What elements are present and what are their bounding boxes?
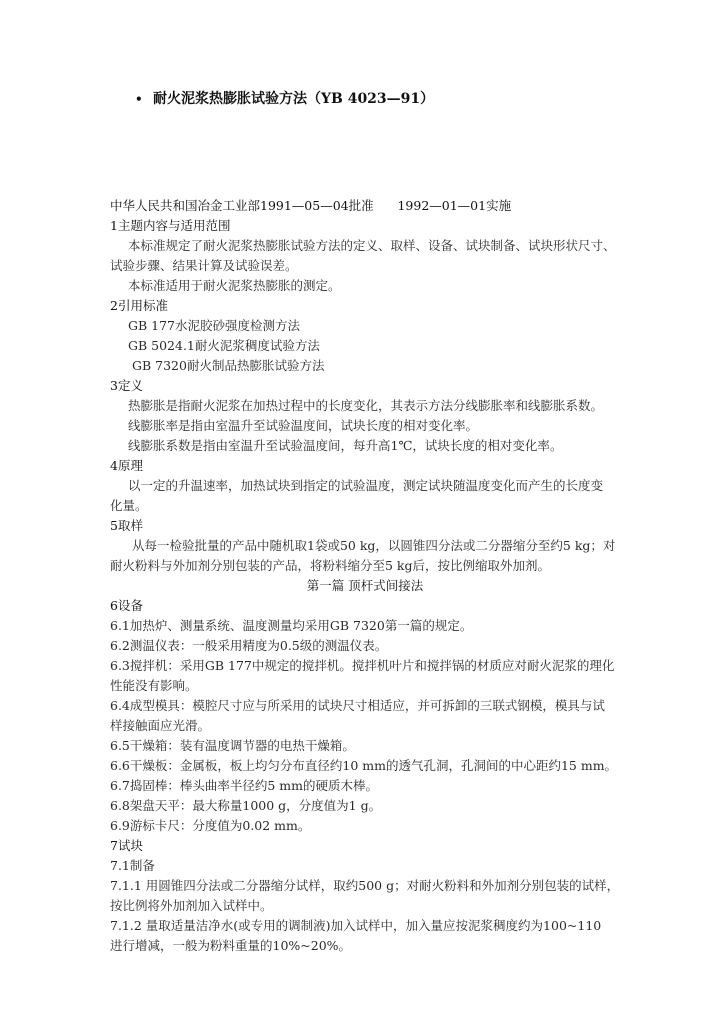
text-line: 线膨胀率是指由室温升至试验温度间，试块长度的相对变化率。 <box>128 418 479 433</box>
text-line: 6.1加热炉、测量系统、温度测量均采用GB 7320第一篇的规定。 <box>110 618 473 633</box>
text-line: 6.7捣固棒：棒头曲率半径约5 mm的硬质木棒。 <box>110 778 379 793</box>
section-heading: 5取样 <box>110 518 143 533</box>
text-line: 7.1.1 用圆锥四分法或二分器缩分试样，取约500 g；对耐火粉料和外加剂分别包装的试样， <box>110 878 620 893</box>
text-line: 6.2测温仪表：一般采用精度为0.5级的测温仪表。 <box>110 638 388 653</box>
text-line: 性能没有影响。 <box>110 678 198 693</box>
title-text: 耐火泥浆热膨胀试验方法（YB 4023—91） <box>153 91 435 107</box>
text-line: 6.4成型模具：模腔尺寸应与所采用的试块尺寸相适应，并可拆卸的三联式钢模，模具与试 <box>110 698 605 713</box>
text-line: GB 177水泥胶砂强度检测方法 <box>128 318 301 333</box>
section-heading: 1主题内容与适用范围 <box>110 218 231 233</box>
text-line: 按比例将外加剂加入试样中。 <box>110 898 273 913</box>
bullet-icon: • <box>135 92 143 106</box>
text-line: 6.5干燥箱：装有温度调节器的电热干燥箱。 <box>110 738 355 753</box>
text-line: 本标准规定了耐火泥浆热膨胀试验方法的定义、取样、设备、试块制备、试块形状尺寸、 <box>128 238 616 253</box>
text-line: 热膨胀是指耐火泥浆在加热过程中的长度变化，其表示方法分线膨胀率和线膨胀系数。 <box>128 398 604 413</box>
text-line: 试验步骤、结果计算及试验误差。 <box>110 258 298 273</box>
part-heading: 第一篇 顶杆式间接法 <box>306 578 424 593</box>
text-line: 样接触面应光滑。 <box>110 718 211 733</box>
section-heading: 2引用标准 <box>110 298 168 313</box>
text-line: 进行增减，一般为粉料重量的10%~20%。 <box>110 938 352 953</box>
text-line: 本标准适用于耐火泥浆热膨胀的测定。 <box>128 278 341 293</box>
text-line: 6.8架盘天平：最大称量1000 g，分度值为1 g。 <box>110 798 382 813</box>
section-heading: 6设备 <box>110 598 143 613</box>
text-line: 耐火粉料与外加剂分别包装的产品，将粉料缩分至5 kg后，按比例缩取外加剂。 <box>110 558 551 573</box>
text-line: 以一定的升温速率，加热试块到指定的试验温度，测定试块随温度变化而产生的长度变 <box>128 478 604 493</box>
section-heading: 中华人民共和国冶金工业部1991—05—04批准 1992—01—01实施 <box>110 198 512 213</box>
section-heading: 7试块 <box>110 838 143 853</box>
text-line: 化量。 <box>110 498 148 513</box>
text-line: 6.9游标卡尺：分度值为0.02 mm。 <box>110 818 311 833</box>
text-line: GB 5024.1耐火泥浆稠度试验方法 <box>128 338 320 353</box>
text-line: 6.3搅拌机：采用GB 177中规定的搅拌机。搅拌机叶片和搅拌锅的材质应对耐火泥浆的理化 <box>110 658 615 673</box>
text-line: 7.1.2 量取适量洁净水(或专用的调制液)加入试样中，加入量应按泥浆稠度约为100~110 <box>110 918 602 933</box>
text-line: 从每一检验批量的产品中随机取1袋或50 kg，以圆锥四分法或二分器缩分至约5 kg；对 <box>132 538 616 553</box>
document-title <box>135 88 434 108</box>
text-line: 7.1制备 <box>110 858 155 873</box>
section-heading: 3定义 <box>110 378 143 393</box>
document-body <box>110 196 620 956</box>
text-line: 6.6干燥板：金属板，板上均匀分布直径约10 mm的透气孔洞，孔洞间的中心距约15 mm。 <box>110 758 618 773</box>
text-line: GB 7320耐火制品热膨胀试验方法 <box>132 358 325 373</box>
text-line: 线膨胀系数是指由室温升至试验温度间，每升高1℃，试块长度的相对变化率。 <box>128 438 563 453</box>
section-heading: 4原理 <box>110 458 143 473</box>
